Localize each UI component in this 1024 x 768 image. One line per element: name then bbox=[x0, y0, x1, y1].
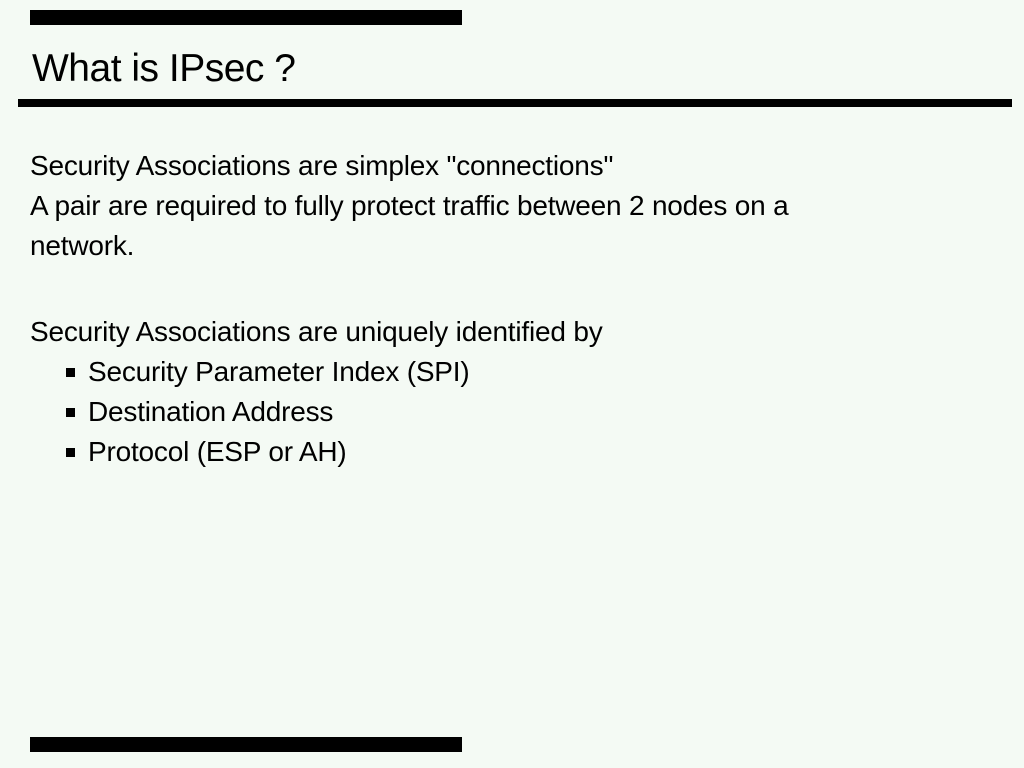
page-title: What is IPsec ? bbox=[32, 47, 296, 90]
title-underline-rule bbox=[18, 99, 1012, 107]
bullet-list bbox=[30, 352, 990, 472]
paragraph-line: network. bbox=[30, 230, 135, 261]
footer-bar bbox=[30, 737, 462, 752]
square-bullet-icon bbox=[66, 408, 75, 417]
bullet-label: Protocol (ESP or AH) bbox=[88, 436, 347, 467]
square-bullet-icon bbox=[66, 448, 75, 457]
paragraph-line: Security Associations are simplex "connections" bbox=[30, 150, 614, 181]
bullet-label: Security Parameter Index (SPI) bbox=[88, 356, 470, 387]
list-item bbox=[30, 392, 990, 432]
header-bar bbox=[30, 10, 462, 25]
section-header: Security Associations are uniquely identified by bbox=[30, 316, 603, 347]
square-bullet-icon bbox=[66, 368, 75, 377]
slide-body bbox=[30, 146, 990, 472]
list-item bbox=[30, 432, 990, 472]
paragraph-gap bbox=[30, 266, 990, 312]
paragraph-line: A pair are required to fully protect traffic between 2 nodes on a bbox=[30, 190, 789, 221]
list-item bbox=[30, 352, 990, 392]
bullet-label: Destination Address bbox=[88, 396, 334, 427]
